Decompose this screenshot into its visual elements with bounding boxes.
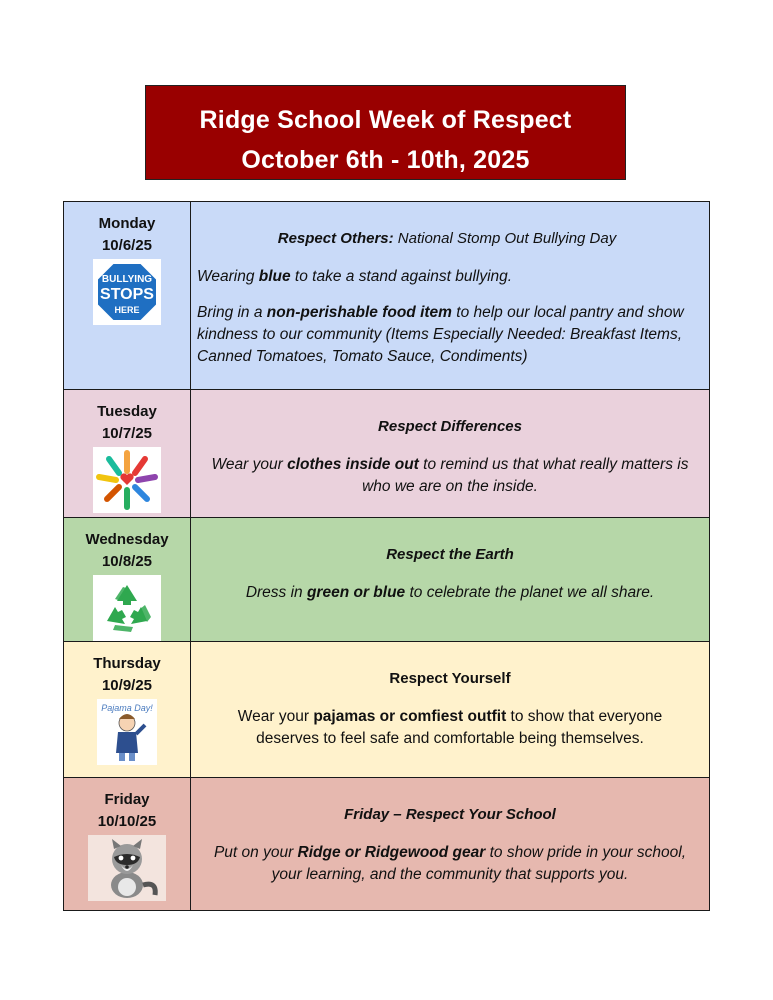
description-cell-friday	[191, 778, 710, 911]
schedule-row-monday	[64, 202, 710, 390]
bullying-stops-here-sign-icon	[93, 259, 161, 325]
description-cell-thursday	[191, 642, 710, 778]
day-theme: Respect Yourself	[389, 670, 511, 687]
svg-text:Pajama Day!: Pajama Day!	[101, 703, 153, 713]
svg-text:HERE: HERE	[114, 305, 140, 315]
page-title: Ridge School Week of Respect	[199, 106, 572, 134]
day-date: 10/6/25	[101, 237, 153, 254]
title-banner	[145, 85, 626, 180]
day-activity: Put on your Ridge or Ridgewood gear to show pride in your school, your learning, and the community that supports you.	[213, 844, 687, 883]
schedule-row-thursday	[64, 642, 710, 778]
schedule-row-friday	[64, 778, 710, 911]
day-date: 10/8/25	[101, 553, 153, 570]
day-activity: Dress in green or blue to celebrate the planet we all share.	[245, 584, 655, 601]
day-theme: Respect the Earth	[386, 546, 514, 563]
day-name: Wednesday	[85, 531, 169, 548]
day-cell-tuesday	[64, 390, 191, 518]
day-name: Thursday	[93, 655, 161, 672]
day-activity: Bring in a non-perishable food item to help our local pantry and show kindness to our community (Items Especially Needed: Breakfast Items, Canned Tomatoes, Tomato Sauce, Condiments)	[197, 304, 684, 365]
day-date: 10/10/25	[97, 813, 157, 830]
day-theme: Respect Differences	[378, 418, 522, 435]
schedule-table	[63, 201, 710, 911]
day-activity: Wearing blue to take a stand against bullying.	[197, 268, 513, 285]
schedule-row-tuesday	[64, 390, 710, 518]
page-subtitle-dates: October 6th - 10th, 2025	[241, 146, 530, 174]
description-cell-wednesday	[191, 518, 710, 642]
svg-text:STOPS: STOPS	[100, 286, 154, 303]
day-cell-thursday	[64, 642, 191, 778]
day-cell-monday	[64, 202, 191, 390]
day-theme: Friday – Respect Your School	[344, 806, 556, 823]
hands-circle-heart-icon	[93, 447, 161, 513]
schedule-row-wednesday	[64, 518, 710, 642]
day-date: 10/7/25	[101, 425, 153, 442]
day-cell-friday	[64, 778, 191, 911]
raccoon-mascot-icon	[88, 835, 166, 901]
day-date: 10/9/25	[101, 677, 153, 694]
day-theme: Respect Others: National Stomp Out Bullying Day	[277, 230, 617, 247]
day-name: Friday	[104, 791, 150, 808]
recycle-icon	[93, 575, 161, 641]
description-cell-monday	[191, 202, 710, 390]
day-name: Monday	[98, 215, 156, 232]
pajama-day-kid-icon	[97, 699, 157, 765]
svg-text:BULLYING: BULLYING	[101, 274, 153, 285]
day-name: Tuesday	[97, 403, 157, 420]
day-cell-wednesday	[64, 518, 191, 642]
day-activity: Wear your clothes inside out to remind us that what really matters is who we are on the inside.	[211, 456, 689, 495]
description-cell-tuesday	[191, 390, 710, 518]
day-activity: Wear your pajamas or comfiest outfit to show that everyone deserves to feel safe and comfortable being themselves.	[237, 708, 663, 747]
